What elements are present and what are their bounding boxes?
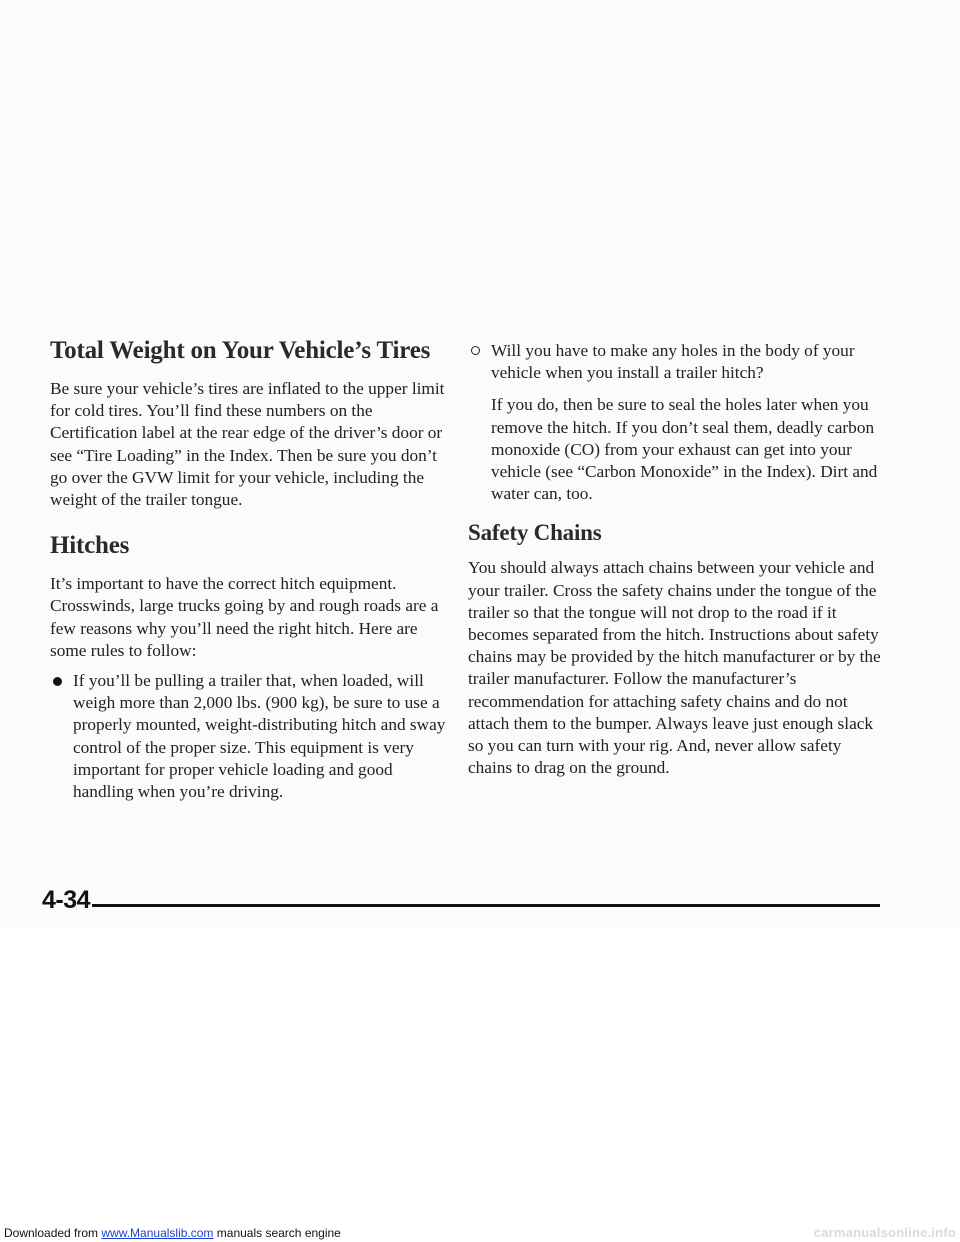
manualslib-link[interactable]: www.Manualslib.com: [101, 1226, 214, 1240]
footer-rule: [92, 904, 880, 907]
download-bar: [0, 1224, 960, 1242]
hitches-heading: Hitches: [50, 532, 130, 560]
total-weight-heading: Total Weight on Your Vehicle’s Tires: [50, 337, 431, 364]
watermark-text: carmanualsonline.info: [813, 1225, 956, 1240]
safety-chains-paragraph: You should always attach chains between your vehicle and your trailer. Cross the safety chains under the tongue of the trailer so that the tongue will not drop to the road if it becomes separated from the hitch. Instructions about safety chains may be provided by the hitch manufacturer or by the trailer manufacturer. Follow the manufacturer’s recommendation for attaching safety chains and do not attach them to the bumper. Always leave just enough slack so you can turn with your rig. And, never allow safety chains to drag on the ground.: [468, 558, 881, 778]
hitches-intro-paragraph: It’s important to have the correct hitch equipment. Crosswinds, large trucks going by and rough roads are a few reasons why you’ll need the right hitch. Here are some rules to follow:: [50, 574, 439, 660]
hitches-bullet-weight: [50, 670, 450, 803]
hitches-bullet-holes: [468, 340, 888, 384]
bullet-icon: [471, 346, 480, 355]
download-suffix: manuals search engine: [213, 1226, 341, 1240]
left-column: [50, 336, 450, 803]
right-column: [468, 340, 888, 779]
safety-chains-heading: Safety Chains: [468, 520, 602, 546]
hitches-bullet-holes-text: Will you have to make any holes in the body of your vehicle when you install a trailer hitch?: [491, 341, 855, 383]
download-credit: [4, 1224, 341, 1242]
bullet-icon: [53, 677, 62, 686]
hitches-bullet-weight-text: If you’ll be pulling a trailer that, when loaded, will weigh more than 2,000 lbs. (900 kg), be sure to use a properly mounted, weight-distributing hitch and sway control of the proper size. This equipment is very important for proper vehicle loading and good handling when you’re driving.: [73, 671, 446, 802]
download-prefix: Downloaded from: [4, 1226, 102, 1240]
total-weight-paragraph: Be sure your vehicle’s tires are inflated to the upper limit for cold tires. You’ll find these numbers on the Certification label at the rear edge of the driver’s door or see “Tire Loading” in the Index. Then be sure you don’t go over the GVW limit for your vehicle, including the weight of the trailer tongue.: [50, 379, 445, 510]
hitches-holes-followup: If you do, then be sure to seal the holes later when you remove the hitch. If you don’t seal them, deadly carbon monoxide (CO) from your exhaust can get into your vehicle (see “Carbon Monoxide” in the Index). Dirt and water can, too.: [491, 395, 878, 504]
page-number: 4-34: [42, 886, 91, 914]
